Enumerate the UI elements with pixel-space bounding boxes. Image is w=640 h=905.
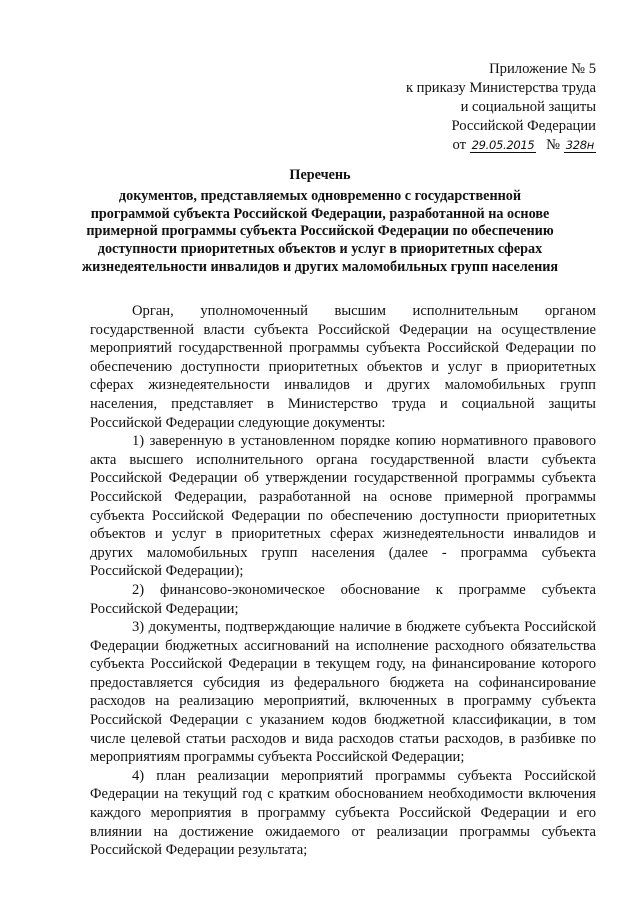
list-item-3: 3) документы, подтверждающие наличие в бюджете субъекта Российской Федерации бюджетных ассигнований на исполнение расходного обязательства субъекта Российской Федерации в текущем году, на финансирование которого предоставляется субсидия из федерального бюджета на софинансирование расходов на реализацию мероприятий, включенных в программу субъекта Российской Федерации с указанием кодов бюджетной классификации, в том числе целевой статьи расходов и вида расходов статьи расходов, в разбивке по мероприятиям программы субъекта Российской Федерации; [90, 619, 596, 766]
ministry-line: и социальной защиты [460, 99, 596, 115]
appendix-header [406, 60, 596, 155]
federation-line: Российской Федерации [451, 118, 596, 134]
date-prefix: от [452, 137, 466, 153]
order-number: 328н [565, 138, 594, 152]
intro-paragraph: Орган, уполномоченный высшим исполнительным органом государственной власти субъекта Российской Федерации на осуществление мероприятий государственной программы субъекта Российской Федерации по обеспечению доступности приоритетных объектов и услуг в приоритетных сферах жизнедеятельности инвалидов и других маломобильных групп населения, представляет в Министерство труда и социальной защиты Российской Федерации следующие документы: [90, 303, 596, 431]
title-line: примерной программы субъекта Российской Федерации по обеспечению [86, 223, 554, 240]
title-heading: Перечень [289, 167, 351, 183]
title-line: жизнедеятельности инвалидов и других маломобильных групп населения [81, 258, 559, 275]
list-item-2: 2) финансово-экономическое обоснование к программе субъекта Российской Федерации; [90, 581, 596, 617]
title-line: программой субъекта Российской Федерации, разработанной на основе [90, 205, 550, 222]
list-item-4: 4) план реализации мероприятий программы субъекта Российской Федерации на текущий год с кратким обоснованием необходимости включения каждого мероприятия в программу субъекта Российской Федерации и его влиянии на достижение ожидаемого от реализации программы субъекта Российской Федерации результата; [90, 767, 596, 859]
order-date-line [406, 136, 596, 155]
list-item-1: 1) заверенную в установленном порядке копию нормативного правового акта высшего исполнительного органа государственной власти субъекта Российской Федерации об утверждении государственной программы субъекта Российской Федерации, разработанной на основе примерной программы субъекта Российской Федерации по обеспечению доступности приоритетных объектов и услуг в приоритетных сферах жизнедеятельности инвалидов и других маломобильных групп населения (далее - программа субъекта Российской Федерации); [90, 433, 596, 580]
title-line: документов, представляемых одновременно с государственной [118, 187, 522, 204]
document-title [70, 167, 570, 277]
document-body [90, 302, 596, 860]
title-line: доступности приоритетных объектов и услуг в приоритетных сферах [97, 241, 543, 258]
appendix-number: Приложение № 5 [489, 61, 596, 77]
order-reference: к приказу Министерства труда [405, 80, 596, 96]
number-prefix: № [546, 137, 561, 153]
order-date: 29.05.2015 [471, 138, 535, 152]
